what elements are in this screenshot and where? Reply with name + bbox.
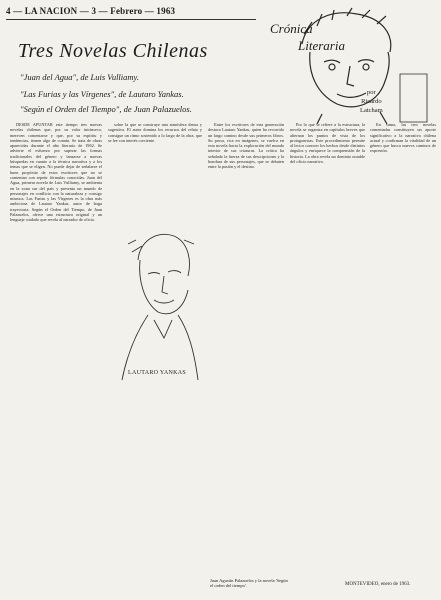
byline-first: Ricardo [361,98,382,105]
body-column-2 [108,122,202,220]
body-column-2-lower [150,390,202,580]
body-column-3 [208,122,284,574]
subtitle-3: "Según el Orden del Tiempo", de Juan Palazuelos. [20,104,192,114]
column-heading [270,20,345,54]
body-column-1 [10,122,102,590]
byline [360,88,383,115]
body-text-col3: Entre los escritores de esta generación destaca Lautaro Yankas, quien ha recorrido un largo camino desde sus primeros libros. Su prosa, rica en imágenes, se vuelca en esta novela hacia la exploración del mundo interior de sus criaturas. La crítica ha señalado la fuerza de sus descripciones y la hondura de sus personajes, que se debaten entre la pasión y el destino. [208,122,284,170]
masthead-rule [6,19,256,20]
byline-last: Latcham [360,107,383,114]
body-column-5 [370,122,436,574]
column-heading-word1: Crónica [270,21,313,36]
subtitle-1: "Juan del Agua", de Luis Vulliamy. [20,72,139,82]
article-title: Tres Novelas Chilenas [18,40,208,62]
masthead: 4 — LA NACION — 3 — Febrero — 1963 [6,6,176,16]
body-text-col5: En suma, las tres novelas comentadas constituyen un aporte significativo a la narrativa chilena actual y confirman la vitalidad de un género que busca nuevos caminos de expresión. [370,122,436,154]
dateline: MONTEVIDEO, enero de 1963. [345,582,411,587]
body-column-2-lower-left [108,390,148,580]
author-sketch [108,220,204,388]
photo-caption: Juan Agustín Palazuelos y la novela 'Según el orden del tiempo'. [210,578,288,588]
subtitle-2: "Las Furias y las Vírgenes", de Lautaro Yankas. [20,89,184,99]
body-column-4 [290,122,365,574]
body-text-col4: Por lo que se refiere a la estructura, la novela se organiza en capítulos breves que alternan los puntos de vista de los protagonistas. Este procedimiento permite al lector conocer los hechos desde distintos ángulos y enriquece la comprensión de la historia. La obra revela un dominio notable del oficio narrativo. [290,122,365,165]
byline-prefix: por [367,89,376,96]
sketch-caption: LAUTARO YANKAS [128,370,186,376]
body-text-col1: DESDE APUNTAR este tiempo tres nuevas novelas chilenas que, por su valor intrínseco, merecen comentarse y que, por su espíritu y tendencias, tienen algo de común. Se trata de obras aparecidas durante el año literario de 1962. Se advierte el esfuerzo por superar las formas tradicionales del género y lanzarse a nuevas búsquedas en cuanto a la técnica narrativa y a los temas que se eligen. No puede dejar de señalarse el buen propósito de estos escritores que no se contentan con repetir fórmulas conocidas. Juan del Agua, primera novela de Luis Vulliamy, se ambienta en la zona sur del país y presenta un mundo de personajes en conflicto con la naturaleza y consigo mismos. Las Furias y las Vírgenes es la obra más ambiciosa de Lautaro Yankas, autor de larga trayectoria. Según el Orden del Tiempo, de Juan Palazuelos, ofrece una estructura original y un lenguaje cuidado que revela al narrador de oficio. [10,122,102,223]
body-text-col2: sobre la que se construye una atmósfera densa y sugestiva. El autor domina los recursos del relato y consigue un ritmo sostenido a lo largo de la obra, que se lee con interés creciente. [108,122,202,143]
column-heading-word2: Literaria [298,38,345,53]
